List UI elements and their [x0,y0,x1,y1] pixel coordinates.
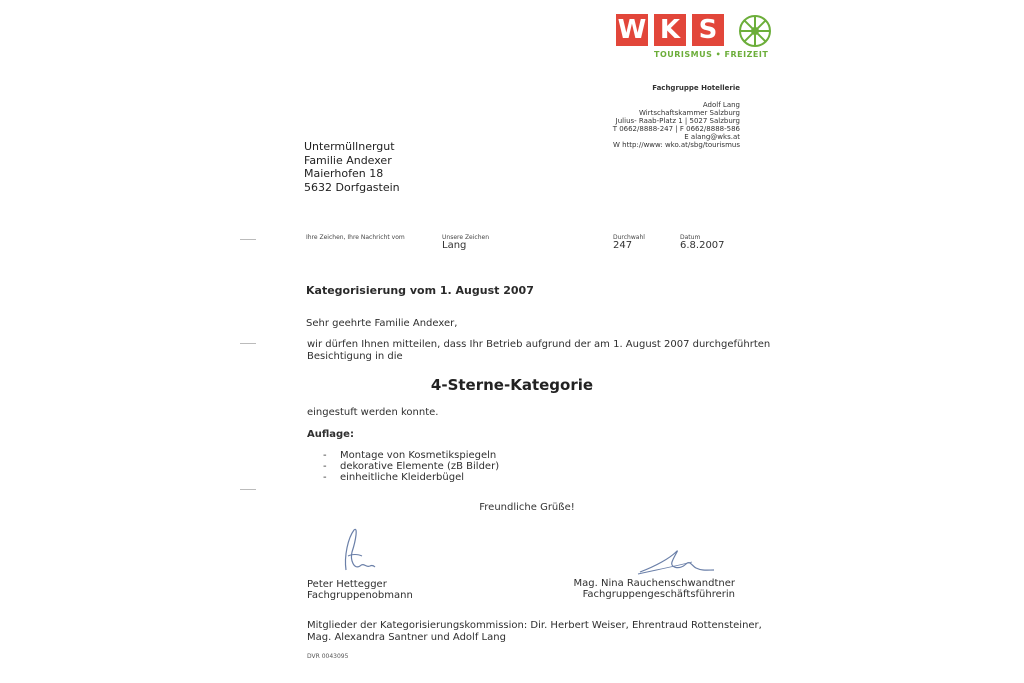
logo-tagline: TOURISMUS • FREIZEIT [654,50,769,59]
recipient-line: Familie Andexer [304,153,392,167]
recipient-line: 5632 Dorfgastein [304,180,400,194]
recipient-line: Untermüllnergut [304,140,395,153]
fold-mark [240,343,256,344]
salutation: Sehr geehrte Familie Andexer, [306,318,458,329]
sender-line: E alang@wks.at [684,133,740,141]
category-heading: 4-Sterne-Kategorie [430,376,594,394]
bullet-dash: - [323,461,327,472]
extension-value: 247 [613,240,633,251]
your-reference-label: Ihre Zeichen, Ihre Nachricht vom [306,234,405,241]
commission-members [307,620,762,643]
sender-line: Adolf Lang [702,101,740,109]
fold-mark [240,489,256,490]
date-label: Datum [680,234,701,241]
our-reference-value: Lang [442,240,467,251]
fold-mark [240,239,256,240]
members-line: Mitglieder der Kategorisierungskommission: Dir. Herbert Weiser, Ehrentraud Rottensteiner, [307,620,762,631]
sun-wheel-icon [738,14,772,48]
sender-line: Julius- Raab-Platz 1 | 5027 Salzburg [615,117,740,125]
left-signature-icon [336,526,376,576]
logo-letter-k: K [654,14,686,46]
condition-item: Montage von Kosmetikspiegeln [340,450,497,461]
right-signatory-name: Mag. Nina Rauchenschwandtner [573,578,735,589]
sender-title: Fachgruppe Hotellerie [652,84,740,92]
right-signature-icon [636,548,716,576]
bullet-dash: - [323,450,327,461]
sender-line: Wirtschaftskammer Salzburg [639,109,740,117]
conditions-label: Auflage: [307,429,354,440]
sender-line: W http://www: wko.at/sbg/tourismus [612,141,740,149]
right-signatory-role: Fachgruppengeschäftsführerin [582,589,735,600]
recipient-address [304,140,400,194]
condition-item: dekorative Elemente (zB Bilder) [340,461,500,472]
wks-logo [616,14,776,62]
extension-label: Durchwahl [613,234,645,241]
logo-letter-s: S [692,14,724,46]
closing-greeting: Freundliche Grüße! [479,502,575,513]
dvr-number: DVR 0043095 [307,653,349,660]
intro-line: wir dürfen Ihnen mitteilen, dass Ihr Betrieb aufgrund der am 1. August 2007 durchgeführten [307,339,771,350]
date-value: 6.8.2007 [680,240,725,251]
sender-line: T 0662/8888-247 | F 0662/8888-586 [612,125,740,133]
condition-item: einheitliche Kleiderbügel [340,472,465,483]
bullet-dash: - [323,472,327,483]
left-signatory-name: Peter Hettegger [307,579,387,590]
classified-text: eingestuft werden konnte. [307,407,439,418]
letter-subject: Kategorisierung vom 1. August 2007 [306,284,534,297]
members-line: Mag. Alexandra Santner und Adolf Lang [307,631,506,643]
left-signatory-role: Fachgruppenobmann [307,590,413,601]
intro-line: Besichtigung in die [307,351,403,362]
logo-letter-w: W [617,15,647,45]
our-reference-label: Unsere Zeichen [442,234,490,241]
recipient-line: Maierhofen 18 [304,167,384,180]
